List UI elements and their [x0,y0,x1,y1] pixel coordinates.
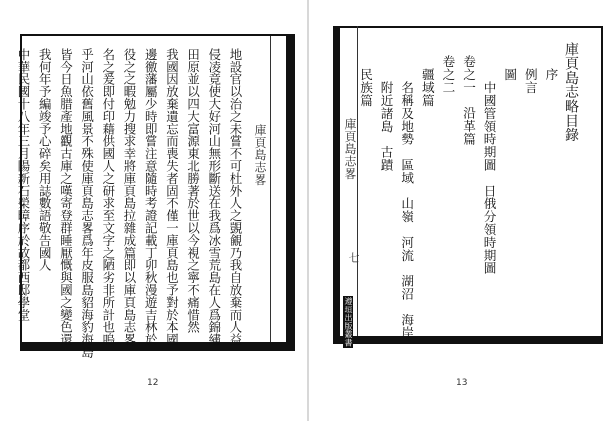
preface-column: 我何年予編竣予心碎矣用誌數語敬告國人 [37,48,53,272]
frame-right [601,26,603,344]
toc-entry: 圖 [502,68,518,81]
right-margin-page: 七 [347,252,360,264]
frame-shadow-right [288,34,295,344]
right-margin-title: 庫頁島志畧 [343,118,357,180]
preface-column: 皆今日魚腊產地觀古庫之嘆寄登群睡厭慨與國之變色還 [58,48,74,346]
frame-top [333,26,603,28]
preface-column: 侵凌竟使大好河山無形斷送在我爲冰雪荒島在人爲錦繡 [206,48,222,346]
toc-entry: 民族篇 [358,68,373,107]
frame-left-bar [333,26,340,344]
toc-entry: 序 [543,68,559,81]
toc-entry: 中國管領時期圖 日俄分領時期圖 [481,81,497,275]
frame-bottom-bar [333,336,603,344]
bottom-stamp: 遵垣出版叢書 [344,297,353,347]
toc-entry: 例言 [522,68,538,94]
toc-entry: 疆域篇 [419,68,435,107]
preface-column: 我國因放棄遺忘而喪失者固不僅一庫頁島也予對於本國 [164,48,180,346]
toc-entry: 名稱及地勢 區域 山嶺 河流 湖沼 海岸 [399,81,415,339]
page-number-right: 13 [456,378,468,388]
preface-column: 田原並以四大富源東北勝著於世以今視之寧不痛惜然 [185,48,201,334]
preface-column: 地設官以治之未嘗不可杜外人之覬覦乃我自放棄而人益 [228,48,243,346]
left-page [0,0,307,421]
preface-column: 邊徼藩屬少時即嘗注意隨時考證記載丁卯秋漫遊吉林於 [143,48,159,346]
toc-entry: 卷之一 沿革篇 [461,55,476,146]
toc-entry: 附近諸島 古蹟 [378,81,394,172]
preface-column: 名之爰即付印藉供國人之研求至文字之陋劣非所計也嗚 [100,48,116,346]
toc-title: 庫頁島志略目錄 [563,42,579,143]
frame-rule [270,36,271,342]
preface-column: 役之之暇勉力搜求幸將庫頁島拉雜成篇即以庫頁島志畧 [122,48,137,346]
preface-column: 中華民國十八年三月陽新石榮暲序於故都西邸學堂 [16,48,31,321]
left-margin-title: 庫頁島志畧 [253,124,267,186]
page-number-left: 12 [147,378,159,388]
preface-column: 乎河山依舊風景不殊使庫頁島志畧爲年皮服島貂海豹海島 [79,48,95,358]
toc-entry: 卷之二 [440,55,456,94]
right-page [309,0,616,421]
